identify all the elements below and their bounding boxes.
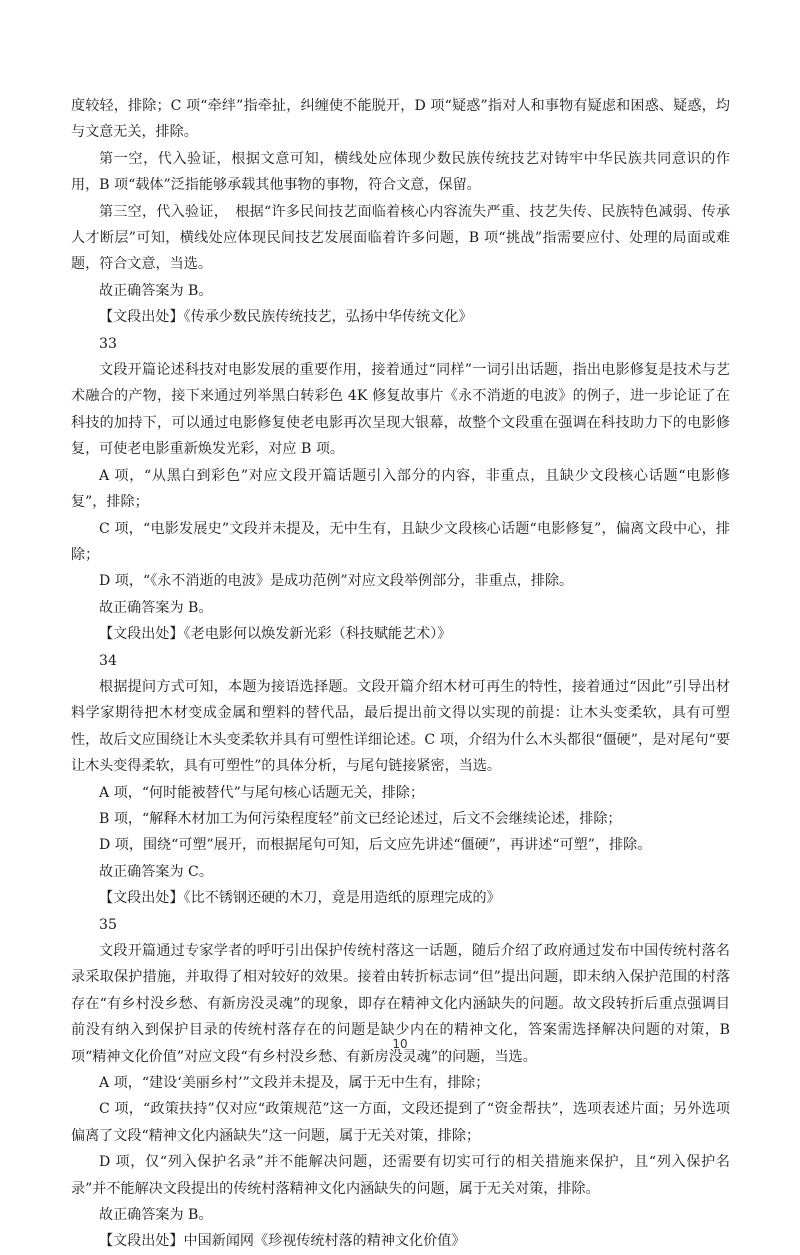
source-line: 【文段出处】《比不锈钢还硬的木刀，竟是用造纸的原理完成的》 <box>99 890 501 907</box>
answer-line: 故正确答案为 B。 <box>99 282 213 299</box>
option-analysis: B 项，“解释木材加工为何污染程度轻”前文已经论述过，后文不会继续论述，排除； <box>99 810 622 827</box>
question-number: 33 <box>99 335 117 352</box>
source-line: 【文段出处】《老电影何以焕发新光彩（科技赋能艺术）》 <box>99 626 452 643</box>
paragraph: 文段开篇论述科技对电影发展的重要作用，接着通过“同样”一词引出话题，指出电影修复是技术与艺术融合的产物，接下来通过列举黑白转彩色 4K 修复故事片《永不消逝的电波》的例子，进一步论证了在科技的加持下，可以通过电影修复使老电影再次呈现大银幕，故整个文段重在强调在科技助力下的电影修复，可使老电影重新焕发光彩，对应 B 项。 <box>71 362 730 458</box>
paragraph: 第一空，代入验证，根据文意可知，横线处应体现少数民族传统技艺对铸牢中华民族共同意识的作用，B 项“载体”泛指能够承载其他事物的事物，符合文意，保留。 <box>71 150 730 194</box>
option-analysis: A 项，“何时能被替代”与尾句核心话题无关，排除； <box>99 784 425 801</box>
question-number: 35 <box>99 916 117 933</box>
source-line: 【文段出处】《传承少数民族传统技艺，弘扬中华传统文化》 <box>99 309 473 326</box>
paragraph: 文段开篇通过专家学者的呼吁引出保护传统村落这一话题，随后介绍了政府通过发布中国传统村落名录采取保护措施，并取得了相对较好的效果。接着由转折标志词“但”提出问题，即未纳入保护范围的村落存在“有乡村没乡愁、有新房没灵魂”的现象，即存在精神文化内涵缺失的问题。故文段转折后重点强调目前没有纳入到保护目录的传统村落存在的问题是缺少内在的精神文化，答案需选择解决问题的对策，B 项“精神文化价值”对应文段“有乡村没乡愁、有新房没灵魂”的问题，当选。 <box>71 943 730 1065</box>
paragraph: 根据提问方式可知，本题为接语选择题。文段开篇介绍木材可再生的特性，接着通过“因此”引导出材料学家期待把木材变成金属和塑料的替代品，最后提出前文得以实现的前提：让木头变柔软，具有可塑性，故后文应围绕让木头变柔软并具有可塑性详细论述。C 项，介绍为什么木头都很“僵硬”，是对尾句“要让木头变得柔软，具有可塑性”的具体分析，与尾句链接紧密，当选。 <box>71 678 730 775</box>
question-number: 34 <box>99 652 117 669</box>
option-analysis: D 项，仅“列入保护名录”并不能解决问题，还需要有切实可行的相关措施来保护，且“列入保护名录”并不能解决文段提出的传统村落精神文化内涵缺失的问题，属于无关对策，排除。 <box>71 1154 730 1197</box>
answer-line: 故正确答案为 B。 <box>99 599 213 616</box>
option-analysis: D 项，围绕“可塑”展开，而根据尾句可知，后文应先讲述“僵硬”，再讲述“可塑”，排除。 <box>99 837 652 854</box>
source-line: 【文段出处】中国新闻网《珍视传统村落的精神文化价值》 <box>99 1233 466 1250</box>
option-analysis: D 项，“《永不消逝的电波》是成功范例”对应文段举例部分，非重点，排除。 <box>99 573 574 590</box>
option-analysis: C 项，“电影发展史”文段并未提及，无中生有，且缺少文段核心话题“电影修复”，偏离文段中心，排除； <box>71 520 730 563</box>
paragraph: 度较轻，排除；C 项“牵绊”指牵扯，纠缠使不能脱开，D 项“疑惑”指对人和事物有疑虑和困惑、疑惑，均与文意无关，排除。 <box>71 98 730 141</box>
option-analysis: A 项，“建设‘美丽乡村’”文段并未提及，属于无中生有，排除； <box>99 1075 490 1092</box>
answer-line: 故正确答案为 C。 <box>99 863 213 880</box>
option-analysis: C 项，“政策扶持”仅对应“政策规范”这一方面，文段还提到了“资金帮扶”，选项表述片面；另外选项偏离了文段“精神文化内涵缺失”这一问题，属于无关对策，排除； <box>71 1101 730 1144</box>
option-analysis: A 项，“从黑白到彩色”对应文段开篇话题引入部分的内容，非重点，且缺少文段核心话题“电影修复”，排除； <box>71 467 730 511</box>
page-number: 10 <box>392 1037 408 1051</box>
paragraph: 第三空，代入验证， 根据“许多民间技艺面临着核心内容流失严重、技艺失传、民族特色减弱、传承人才断层”可知，横线处应体现民间技艺发展面临着许多问题，B 项“挑战”指需要应付、处理的局面或难题，符合文意，当选。 <box>71 203 730 273</box>
document-body <box>71 93 730 1255</box>
answer-line: 故正确答案为 B。 <box>99 1207 213 1224</box>
